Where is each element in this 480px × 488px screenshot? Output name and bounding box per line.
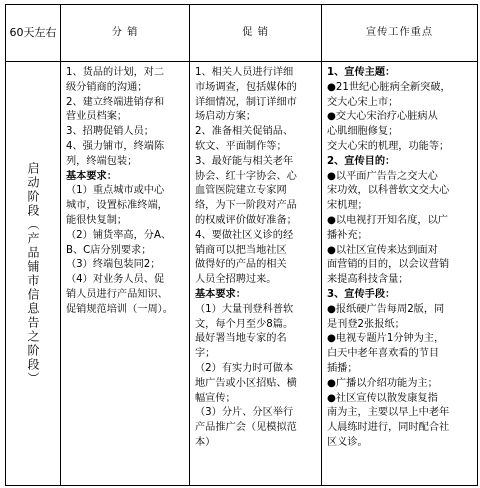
text-line: 交大心宋上市；: [327, 96, 399, 108]
section-heading: 基本要求：: [66, 170, 117, 182]
text-line: （2）有实力时可做本: [195, 362, 294, 374]
text-line: （1）重点城市或中心: [66, 185, 165, 197]
text-line: 幅宣传；: [195, 392, 236, 404]
text-line: 营业员档案；: [66, 111, 128, 123]
publicity-content: [322, 62, 477, 453]
text-line: B、C店分别要求；: [66, 244, 152, 256]
header-promotion-label: 促 销: [242, 26, 269, 38]
text-line: ●报纸硬广告每周2版，同: [327, 303, 445, 315]
header-publicity: [322, 5, 478, 62]
text-line: ●广播以介绍功能为主；: [327, 377, 438, 389]
text-line: 最好署当地专家的名: [195, 333, 287, 345]
text-line: （1）大量刊登科普软: [195, 303, 294, 315]
publicity-cell: [322, 62, 478, 486]
text-line: 1、相关人员进行详细: [195, 67, 294, 78]
header-period-label: 60天左右: [9, 26, 57, 39]
text-line: 本）: [195, 436, 216, 448]
header-period: [6, 5, 61, 62]
text-line: 人晨练时进行，同时配合社: [327, 422, 450, 434]
text-line: 宋机理；: [327, 200, 368, 212]
text-line: 级分销商的沟通；: [66, 81, 148, 93]
text-line: 交大心宋的机理，功能等；: [327, 140, 450, 152]
text-line: 来提高科技含量；: [327, 274, 409, 286]
text-line: 1、货品的计划，对二: [66, 67, 165, 78]
section-heading: 2、宣传目的：: [327, 155, 396, 167]
text-line: 2、准备相关促销品、: [195, 126, 294, 138]
text-line: ●以电视打开知名度，以广: [327, 214, 448, 226]
text-line: ●以社区宣传来达到面对: [327, 244, 438, 256]
text-line: 协会、红十字协会、心: [195, 170, 297, 182]
text-line: 南为主，主要以早上中老年: [327, 407, 450, 419]
text-line: 播补充；: [327, 229, 368, 241]
text-line: 络，为下一阶段对产品: [195, 200, 297, 212]
text-line: 4、强力铺市，终端陈: [66, 140, 165, 152]
text-line: （4）对业务人员、促: [66, 274, 165, 286]
text-line: 列，终端包装；: [66, 155, 138, 167]
text-line: 2、建立终端进销存和: [66, 96, 165, 108]
header-row: [6, 5, 478, 62]
text-line: 的权威评价做好准备；: [195, 214, 297, 226]
text-line: 白天中老年喜欢看的节目: [327, 348, 440, 360]
header-publicity-label: 宣传工作重点: [365, 26, 434, 38]
text-line: 详细情况，制订详细市: [195, 96, 297, 108]
header-promotion: [190, 5, 322, 62]
text-line: 销商可以把当地社区: [195, 244, 287, 256]
text-line: ●电视专题片1分钟为主，: [327, 333, 445, 345]
body-row: [6, 62, 478, 486]
text-line: 软文、平面制作等；: [195, 140, 287, 152]
text-line: （3）分片、分区举行: [195, 407, 294, 419]
text-line: 3、最好能与相关老年: [195, 155, 294, 167]
text-line: 区义诊。: [327, 436, 368, 448]
text-line: 字；: [195, 348, 216, 360]
stage-cell: [6, 62, 61, 486]
text-line: （2）铺货率高，分A、: [66, 229, 172, 241]
text-line: 地广告或小区招贴、横: [195, 377, 297, 389]
text-line: 做得好的产品的相关: [195, 259, 287, 271]
plan-table-wrapper: [5, 4, 473, 486]
text-line: 市场调查，包括媒体的: [195, 81, 297, 93]
text-line: 促销规范培训（一周）。: [66, 303, 173, 315]
section-heading: 基本要求：: [195, 288, 246, 300]
plan-table: [5, 4, 478, 486]
stage-label: 启动阶段（产品铺市信息告之阶段）: [26, 161, 40, 386]
text-line: ●以平面广告告之交大心: [327, 170, 438, 182]
section-heading: 1、宣传主题：: [327, 67, 396, 78]
text-line: 产品推广会（见模拟范: [195, 422, 297, 434]
text-line: 3、招聘促销人员；: [66, 126, 154, 138]
text-line: 4、要做社区义诊的经: [195, 229, 294, 241]
header-distribution: [61, 5, 190, 62]
section-heading: 3、宣传手段：: [327, 288, 396, 300]
distribution-content: [61, 62, 189, 320]
promotion-content: [190, 62, 321, 453]
text-line: 能很快复制；: [66, 214, 128, 226]
promotion-cell: [190, 62, 322, 486]
text-line: 人员全招聘过来。: [195, 274, 277, 286]
text-line: ●21世纪心脏病全新突破，: [327, 81, 451, 93]
text-line: 文，每个月至少8篇。: [195, 318, 294, 330]
text-line: 销人员进行产品知识、: [66, 288, 168, 300]
text-line: 场启动方案；: [195, 111, 257, 123]
text-line: （3）终端包装同2；: [66, 259, 161, 271]
text-line: 宋功效，以科普软文交大心: [327, 185, 450, 197]
text-line: ●交大心宋治疗心脏病从: [327, 111, 438, 123]
text-line: 插播；: [327, 362, 358, 374]
text-line: 心肌细胞修复；: [327, 126, 399, 138]
text-line: 是刊登2张报纸；: [327, 318, 405, 330]
header-distribution-label: 分 销: [111, 26, 139, 38]
distribution-cell: [61, 62, 190, 486]
text-line: ●社区宣传以散发康复指: [327, 392, 438, 404]
text-line: 城市，设置标准终端，: [66, 200, 168, 212]
text-line: 血管医院建立专家网: [195, 185, 287, 197]
text-line: 面营销的目的，以会议营销: [327, 259, 450, 271]
